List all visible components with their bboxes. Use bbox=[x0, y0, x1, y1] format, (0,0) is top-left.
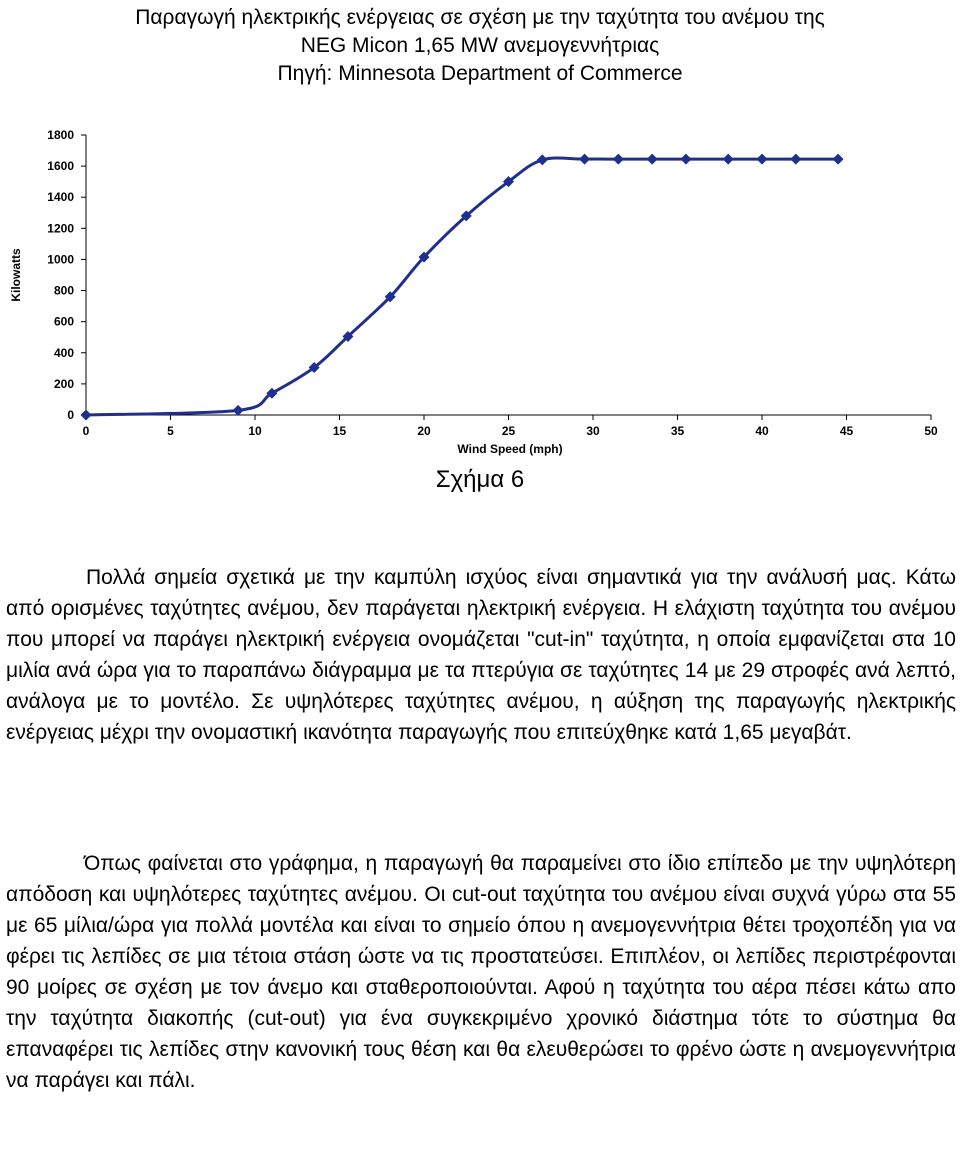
series-line bbox=[86, 158, 838, 415]
y-tick-label: 1400 bbox=[47, 190, 74, 205]
paragraph-1: Πολλά σημεία σχετικά με την καμπύλη ισχύος είναι σημαντικά για την ανάλυσή μας. Κάτω από ορισμένες ταχύτητες ανέμου, δεν παράγεται ηλεκτρική ενέργεια. Η ελάχιστη ταχύτητα του ανέμου που μπορεί να παράγει ηλεκτρική ενέργεια ονομάζεται "cut-in" ταχύτητα, η οποία εμφανίζεται στα 10 μιλία ανά ώρα για το παραπάνω διάγραμμα με τα πτερύγια σε ταχύτητες 14 με 29 στροφές ανά λεπτό, ανάλογα με το μοντέλο. Σε υψηλότερες ταχύτητες ανέμου, η αύξηση της παραγωγής ηλεκτρικής ενέργειας μέχρι την ονομαστική ικανότητα παραγωγής που επιτεύχθηκε κατά 1,65 μεγαβάτ. bbox=[6, 566, 956, 744]
chart-axes bbox=[81, 135, 931, 420]
source-line: Πηγή: Minnesota Department of Commerce bbox=[277, 62, 683, 85]
data-point-marker bbox=[647, 154, 658, 165]
x-tick-label: 15 bbox=[332, 424, 347, 438]
data-point-marker bbox=[537, 154, 548, 165]
y-tick-label: 1600 bbox=[47, 159, 74, 174]
x-tick-label: 50 bbox=[924, 424, 938, 438]
data-point-marker bbox=[680, 154, 691, 165]
y-tick-label: 0 bbox=[67, 408, 74, 422]
title-line-1: Παραγωγή ηλεκτρικής ενέργειας σε σχέση με την ταχύτητα του ανέμου της bbox=[135, 6, 825, 29]
x-tick-label: 35 bbox=[670, 424, 685, 438]
data-point-marker bbox=[757, 154, 768, 165]
document-header bbox=[0, 4, 960, 88]
y-tick-label: 400 bbox=[53, 345, 74, 360]
x-tick-label: 20 bbox=[417, 424, 431, 438]
x-tick-label: 40 bbox=[755, 424, 769, 438]
title-line-2: NEG Micon 1,65 MW ανεμογεννήτριας bbox=[300, 34, 660, 57]
data-point-marker bbox=[613, 154, 624, 165]
y-tick-label: 600 bbox=[53, 314, 74, 329]
power-curve-chart bbox=[0, 120, 960, 465]
y-tick-label: 1000 bbox=[47, 252, 74, 267]
data-point-marker bbox=[579, 154, 590, 165]
x-axis-label: Wind Speed (mph) bbox=[457, 442, 563, 456]
y-tick-label: 1800 bbox=[47, 128, 74, 142]
data-point-marker bbox=[233, 405, 244, 416]
y-axis-label: Kilowatts bbox=[9, 248, 23, 302]
data-point-marker bbox=[723, 154, 734, 165]
x-tick-label: 10 bbox=[248, 424, 262, 438]
data-point-marker bbox=[790, 154, 801, 165]
x-tick-label: 30 bbox=[586, 424, 600, 438]
x-tick-label: 45 bbox=[839, 424, 854, 438]
x-tick-label: 5 bbox=[167, 424, 174, 438]
y-tick-labels bbox=[47, 128, 74, 422]
x-tick-label: 0 bbox=[82, 424, 90, 438]
data-point-marker bbox=[833, 154, 844, 165]
x-tick-label: 25 bbox=[501, 424, 516, 438]
data-point-marker bbox=[81, 410, 92, 421]
x-tick-labels bbox=[83, 424, 938, 438]
y-tick-label: 800 bbox=[53, 283, 74, 298]
figure-caption: Σχήμα 6 bbox=[435, 466, 525, 493]
paragraph-2: Όπως φαίνεται στο γράφημα, η παραγωγή θα παραμείνει στο ίδιο επίπεδο με την υψηλότερη απόδοση και υψηλότερες ταχύτητες ανέμου. Οι cut-out ταχύτητα του ανέμου είναι συχνά γύρω στα 55 με 65 μίλια/ώρα για πολλά μοντέλα και είναι το σημείο όπου η ανεμογεννήτρια θέτει τροχοπέδη για να φέρει τις λεπίδες σε μια τέτοια στάση ώστε να τις προστατεύσει. Επιπλέον, οι λεπίδες περιστρέφονται 90 μοίρες σε σχέση με τον άνεμο και σταθεροποιούνται. Αφού η ταχύτητα του αέρα πέσει κάτω απο την ταχύτητα διακοπής (cut-out) για ένα συγκεκριμένο χρονικό διάστημα τότε το σύστημα θα επαναφέρει τις λεπίδες στην κανονική τους θέση και θα ελευθερώσει το φρένο ώστε η ανεμογεννήτρια να παράγει και πάλι. bbox=[6, 852, 956, 1092]
y-tick-label: 200 bbox=[53, 376, 74, 391]
series-power bbox=[81, 154, 844, 421]
y-tick-label: 1200 bbox=[47, 221, 74, 236]
